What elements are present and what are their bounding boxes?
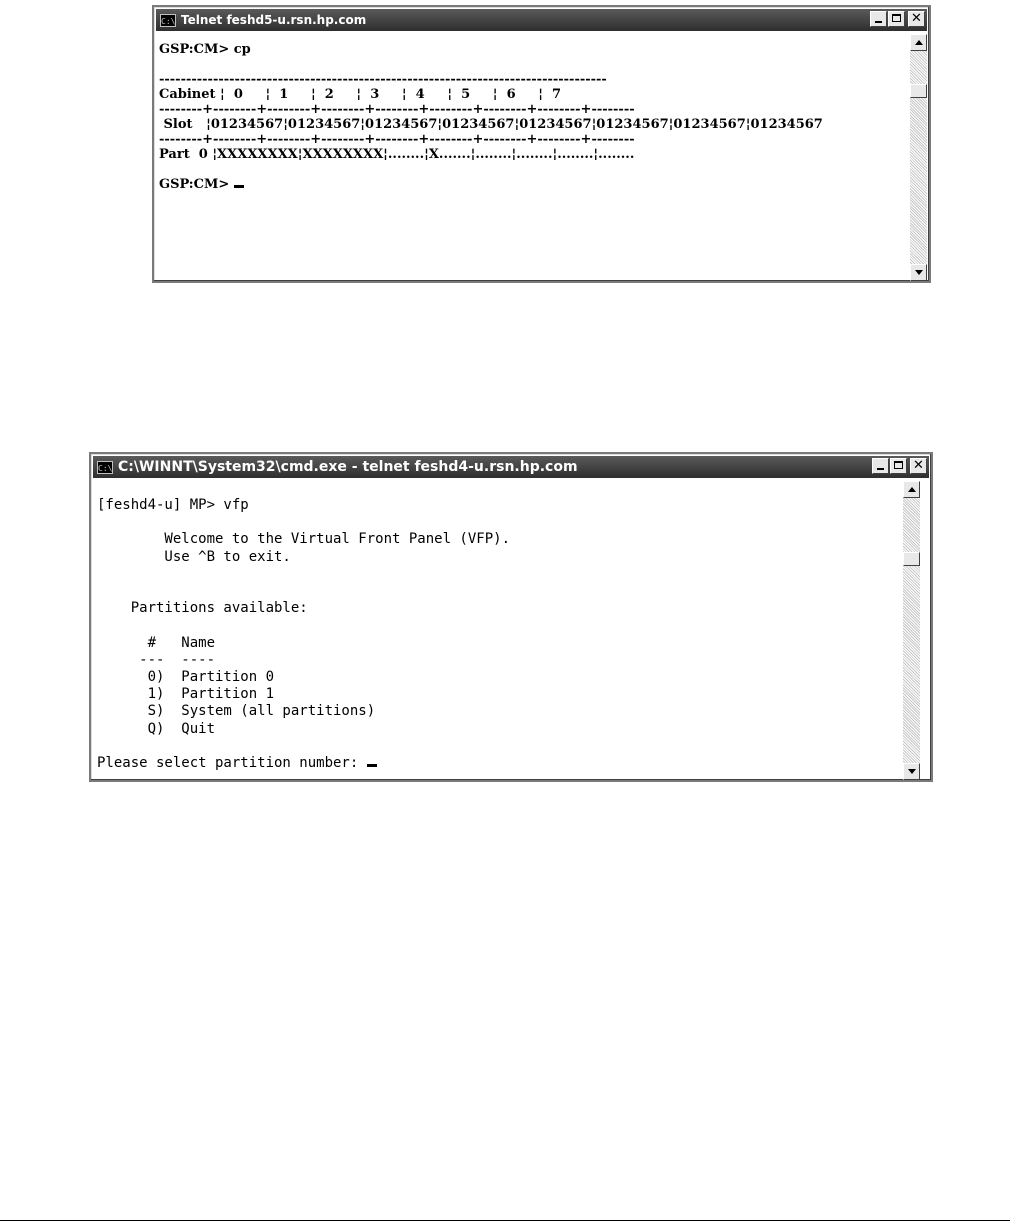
- scroll-up-button[interactable]: [903, 481, 920, 498]
- minimize-icon: [875, 21, 882, 23]
- console-line: Part 0 ¦XXXXXXXX¦XXXXXXXX¦........¦X.......¦........¦........¦........¦........: [159, 147, 635, 162]
- minimize-button[interactable]: [872, 458, 889, 474]
- text-cursor: [234, 185, 244, 188]
- vertical-scrollbar[interactable]: [903, 481, 920, 780]
- console-line: S) System (all partitions): [97, 703, 376, 720]
- window-title: C:\WINNT\System32\cmd.exe - telnet feshd4-u.rsn.hp.com: [118, 459, 578, 475]
- console-line: 0) Partition 0: [97, 669, 275, 686]
- arrow-up-icon: [915, 40, 923, 45]
- console-line: 1) Partition 1: [97, 686, 275, 703]
- console-line: # Name: [97, 634, 216, 651]
- console-line: --------+--------+--------+--------+--------+--------+--------+--------+--------: [159, 102, 635, 117]
- console-line: --------+--------+--------+--------+--------+--------+--------+--------+--------: [159, 132, 635, 147]
- maximize-icon: [892, 14, 901, 22]
- window-controls: [871, 458, 927, 474]
- console-line: Use ^B to exit.: [97, 548, 291, 565]
- scroll-up-button[interactable]: [910, 34, 927, 51]
- console-output[interactable]: [159, 42, 904, 277]
- cmd-telnet-window-feshd4: [89, 452, 933, 782]
- console-line: Partitions available:: [97, 600, 308, 617]
- minimize-button[interactable]: [870, 11, 887, 27]
- console-icon: C:\: [97, 461, 113, 474]
- command-prompt: Please select partition number:: [97, 755, 367, 772]
- window-controls: [869, 11, 925, 27]
- minimize-icon: [877, 468, 884, 470]
- window-title: Telnet feshd5-u.rsn.hp.com: [181, 13, 367, 27]
- arrow-down-icon: [908, 769, 916, 774]
- maximize-icon: [894, 461, 903, 469]
- console-line: Q) Quit: [97, 720, 216, 737]
- console-line: -----------------------------------------------------------------------------------: [159, 72, 607, 87]
- maximize-button[interactable]: [890, 458, 907, 474]
- console-output[interactable]: [97, 497, 903, 779]
- scroll-down-button[interactable]: [910, 264, 927, 281]
- maximize-button[interactable]: [888, 11, 905, 27]
- arrow-down-icon: [915, 270, 923, 275]
- text-cursor: [367, 764, 377, 767]
- close-button[interactable]: [910, 458, 927, 474]
- telnet-window-feshd5: [152, 5, 931, 283]
- scroll-down-button[interactable]: [903, 763, 920, 780]
- close-button[interactable]: [908, 11, 925, 27]
- console-line: [feshd4-u] MP> vfp: [97, 497, 249, 513]
- console-line: Cabinet ¦ 0 ¦ 1 ¦ 2 ¦ 3 ¦ 4 ¦ 5 ¦ 6 ¦ 7: [159, 87, 562, 102]
- vertical-scrollbar[interactable]: [910, 34, 927, 281]
- console-line: Welcome to the Virtual Front Panel (VFP).: [97, 531, 511, 548]
- console-line: GSP:CM> cp: [159, 42, 251, 57]
- window-title-bar[interactable]: [156, 9, 927, 31]
- command-prompt: GSP:CM>: [159, 177, 234, 192]
- console-icon: C:\: [160, 14, 176, 27]
- arrow-up-icon: [908, 487, 916, 492]
- console-line: Slot ¦01234567¦01234567¦01234567¦01234567¦01234567¦01234567¦01234567¦01234567: [159, 117, 823, 132]
- page-bottom-rule: [0, 1220, 1010, 1221]
- close-icon: ✕: [911, 11, 922, 26]
- scroll-thumb[interactable]: [910, 84, 927, 98]
- close-icon: ✕: [913, 458, 924, 473]
- scroll-thumb[interactable]: [903, 552, 920, 566]
- window-title-bar[interactable]: [93, 456, 929, 478]
- console-line: --- ----: [97, 651, 216, 668]
